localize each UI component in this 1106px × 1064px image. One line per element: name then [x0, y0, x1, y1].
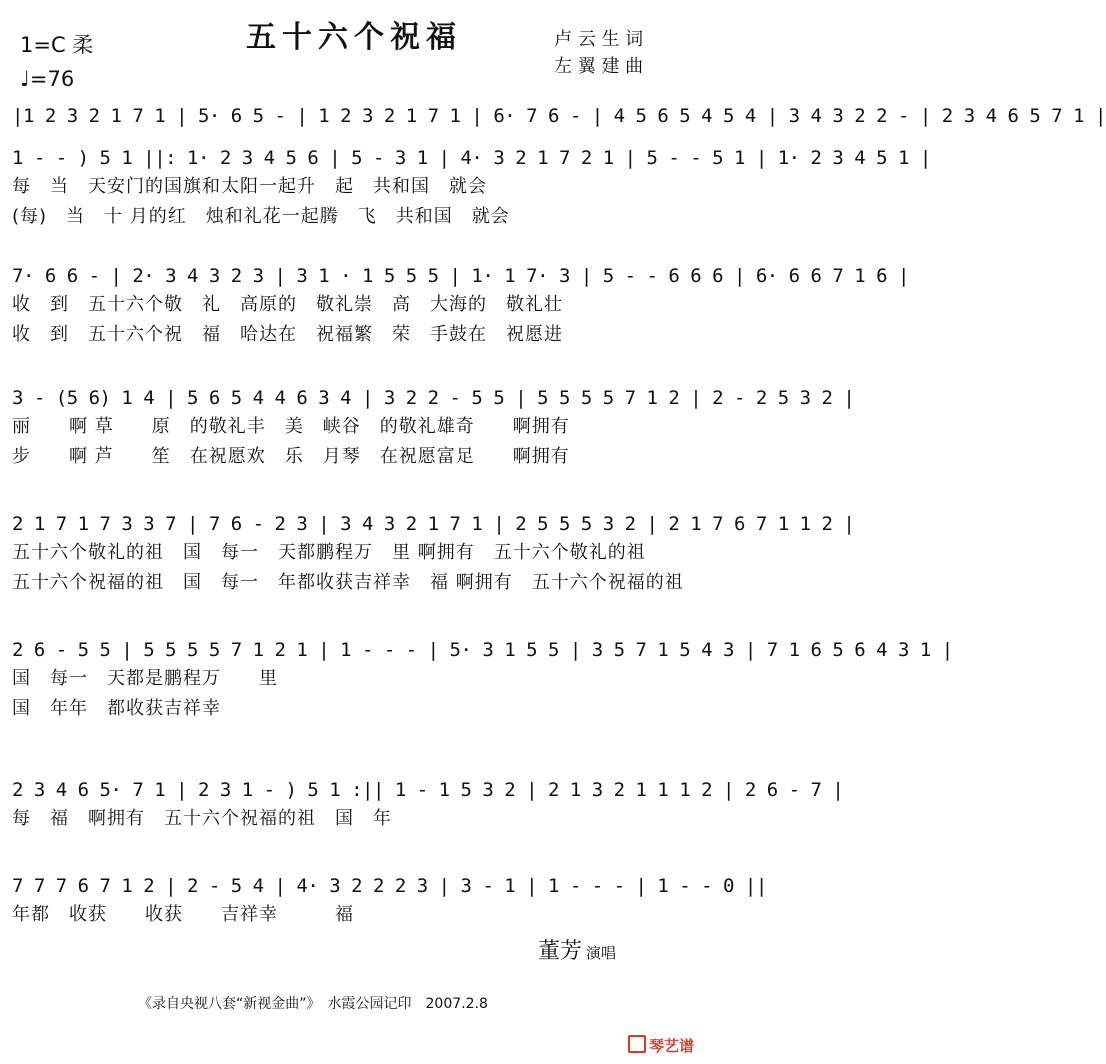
- lyric-line-1: 五十六个敬礼的祖 国 每一 天都鹏程万 里 啊拥有 五十六个敬礼的祖: [12, 542, 646, 563]
- notation-line: 2 6 - 5 5 | 5 5 5 5 7 1 2 1 | 1 - - - | 5· 3 1 5 5 | 3 5 7 1 5 4 3 | 7 1 6 5 6 4 3 1 |: [12, 639, 953, 661]
- lyric-line-1: 丽 啊 草 原 的敬礼丰 美 峡谷 的敬礼雄奇 啊拥有: [12, 416, 570, 437]
- score-system: [12, 776, 844, 834]
- notation-line: 2 1 7 1 7 3 3 7 | 7 6 - 2 3 | 3 4 3 2 1 7 1 | 2 5 5 5 3 2 | 2 1 7 6 7 1 1 2 |: [12, 513, 855, 535]
- score-system: [12, 144, 931, 232]
- lyric-line-2: 步 啊 芦 笙 在祝愿欢 乐 月琴 在祝愿富足 啊拥有: [12, 446, 570, 467]
- score-system: [12, 262, 909, 350]
- score-meta: [20, 28, 93, 96]
- credits: [554, 26, 643, 80]
- lyric-line-1: 国 每一 天都是鹏程万 里: [12, 668, 278, 689]
- watermark: [628, 1035, 694, 1056]
- lyric-line-1: 收 到 五十六个敬 礼 高原的 敬礼崇 高 大海的 敬礼壮: [12, 294, 563, 315]
- lyric-line-1: 每 当 天安门的国旗和太阳一起升 起 共和国 就会: [12, 176, 487, 197]
- notation-line: 2 3 4 6 5· 7 1 | 2 3 1 - ) 5 1 :|| 1 - 1 5 3 2 | 2 1 3 2 1 1 1 2 | 2 6 - 7 |: [12, 779, 844, 801]
- lyricist-credit: 卢 云 生 词: [554, 29, 644, 50]
- source-note: 《录自央视八套“新视金曲”》 水霞公园记印 2007.2.8: [138, 996, 488, 1012]
- tempo-marking: ♩=76: [20, 67, 75, 91]
- lyric-line-1: 每 福 啊拥有 五十六个祝福的祖 国 年: [12, 808, 392, 829]
- notation-line: 7 7 7 6 7 1 2 | 2 - 5 4 | 4· 3 2 2 2 3 | 3 - 1 | 1 - - - | 1 - - 0 ||: [12, 875, 767, 897]
- score-system: [12, 102, 1106, 130]
- lyric-line-2: 收 到 五十六个祝 福 哈达在 祝福繁 荣 手鼓在 祝愿进: [12, 324, 563, 345]
- watermark-logo-icon: [628, 1035, 646, 1053]
- score-system: [12, 384, 855, 472]
- song-title: 五十六个祝福: [246, 20, 462, 55]
- notation-line: 7· 6 6 - | 2· 3 4 3 2 3 | 3 1 · 1 5 5 5 | 1· 1 7· 3 | 5 - - 6 6 6 | 6· 6 6 7 1 6 |: [12, 265, 909, 287]
- notation-line: 1 - - ) 5 1 ||: 1· 2 3 4 5 6 | 5 - 3 1 | 4· 3 2 1 7 2 1 | 5 - - 5 1 | 1· 2 3 4 5 1 |: [12, 147, 931, 169]
- singer-role: 演唱: [586, 944, 617, 962]
- lyric-line-1: 年都 收获 收获 吉祥幸 福: [12, 904, 354, 925]
- lyric-line-2: 国 年年 都收获吉祥幸: [12, 698, 221, 719]
- notation-line: 3 - (5 6) 1 4 | 5 6 5 4 4 6 3 4 | 3 2 2 - 5 5 | 5 5 5 5 7 1 2 | 2 - 2 5 3 2 |: [12, 387, 855, 409]
- score-system: [12, 510, 855, 598]
- lyric-line-2: (每) 当 十 月的红 烛和礼花一起腾 飞 共和国 就会: [12, 206, 510, 227]
- score-system: [12, 872, 767, 930]
- watermark-text: 琴艺谱: [648, 1037, 694, 1055]
- score-system: [12, 636, 953, 724]
- notation-line: |1 2 3 2 1 7 1 | 5· 6 5 - | 1 2 3 2 1 7 1 | 6· 7 6 - | 4 5 6 5 4 5 4 | 3 4 3 2 2 - | 2 3 4 6 5 7 1 |: [12, 105, 1106, 127]
- singer-credit: [538, 934, 616, 965]
- singer-name: 董芳: [538, 939, 583, 964]
- lyric-line-2: 五十六个祝福的祖 国 每一 年都收获吉祥幸 福 啊拥有 五十六个祝福的祖: [12, 572, 684, 593]
- key-signature: 1=C 柔: [20, 33, 94, 57]
- composer-credit: 左 翼 建 曲: [554, 56, 644, 77]
